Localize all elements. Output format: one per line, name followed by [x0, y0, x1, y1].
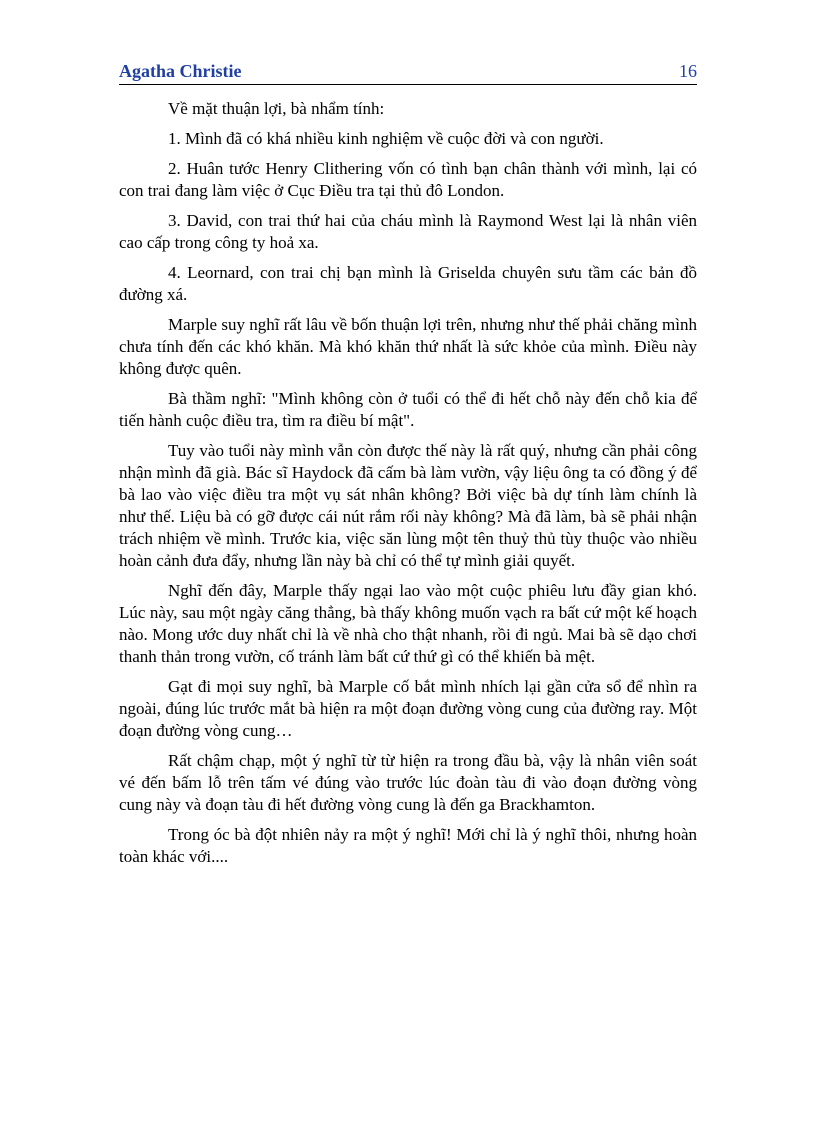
paragraph: 1. Mình đã có khá nhiều kinh nghiệm về cuộc đời và con người. [168, 129, 604, 148]
paragraph: Nghĩ đến đây, Marple thấy ngại lao vào một cuộc phiêu lưu đầy gian khó. Lúc này, sau một ngày căng thẳng, bà thấy không muốn vạch ra bất cứ một kế hoạch nào. Mong ước duy nhất chỉ là về nhà cho thật nhanh, rồi đi ngủ. Mai bà sẽ dạo chơi thanh thản trong vườn, cố tránh làm bất cứ thứ gì có thể khiến bà mệt. [119, 581, 697, 666]
book-author-title: Agatha Christie [119, 61, 242, 81]
paragraph: Marple suy nghĩ rất lâu về bốn thuận lợi trên, nhưng như thế phải chăng mình chưa tính đến các khó khăn. Mà khó khăn thứ nhất là sức khỏe của mình. Điều này không được quên. [119, 315, 697, 378]
paragraph: 2. Huân tước Henry Clithering vốn có tình bạn chân thành với mình, lại có con trai đang làm việc ở Cục Điều tra tại thủ đô London. [119, 159, 697, 200]
paragraph: 4. Leornard, con trai chị bạn mình là Griselda chuyên sưu tầm các bản đồ đường xá. [119, 263, 697, 304]
paragraph: 3. David, con trai thứ hai của cháu mình là Raymond West lại là nhân viên cao cấp trong công ty hoả xa. [119, 211, 697, 252]
page-header [119, 58, 697, 85]
paragraph: Bà thầm nghĩ: "Mình không còn ở tuổi có thể đi hết chỗ này đến chỗ kia để tiến hành cuộc điều tra, tìm ra điều bí mật". [119, 389, 697, 430]
paragraph: Về mặt thuận lợi, bà nhẩm tính: [168, 99, 385, 118]
paragraph: Gạt đi mọi suy nghĩ, bà Marple cố bắt mình nhích lại gần cửa sổ để nhìn ra ngoài, đúng lúc trước mắt bà hiện ra một đoạn đường vòng cung của đường ray. Một đoạn đường vòng cung… [119, 677, 697, 740]
paragraph: Tuy vào tuổi này mình vẫn còn được thế này là rất quý, nhưng cần phải công nhận mình đã già. Bác sĩ Haydock đã cấm bà làm vườn, vậy liệu ông ta có đồng ý để bà lao vào việc điều tra một vụ sát nhân không? Bởi việc bà dự tính làm chính là như thế. Liệu bà có gỡ được cái nút rắm rối này không? Mà đã làm, bà sẽ phải nhận trách nhiệm về mình. Trước kia, việc săn lùng một tên thuỷ thủ tùy thuộc vào nhiều hoàn cảnh đưa đẩy, nhưng lần này bà chỉ có thể tự mình giải quyết. [119, 441, 697, 570]
body-text [119, 98, 697, 876]
paragraph: Trong óc bà đột nhiên nảy ra một ý nghĩ! Mới chỉ là ý nghĩ thôi, nhưng hoàn toàn khác với.... [119, 825, 697, 866]
paragraph: Rất chậm chạp, một ý nghĩ từ từ hiện ra trong đầu bà, vậy là nhân viên soát vé đến bấm lỗ trên tấm vé đúng vào trước lúc đoàn tàu đi vào đoạn đường vòng cung này và đoạn tàu đi hết đường vòng cung là đến ga Brackhamton. [119, 751, 697, 814]
page-number: 16 [679, 61, 697, 81]
